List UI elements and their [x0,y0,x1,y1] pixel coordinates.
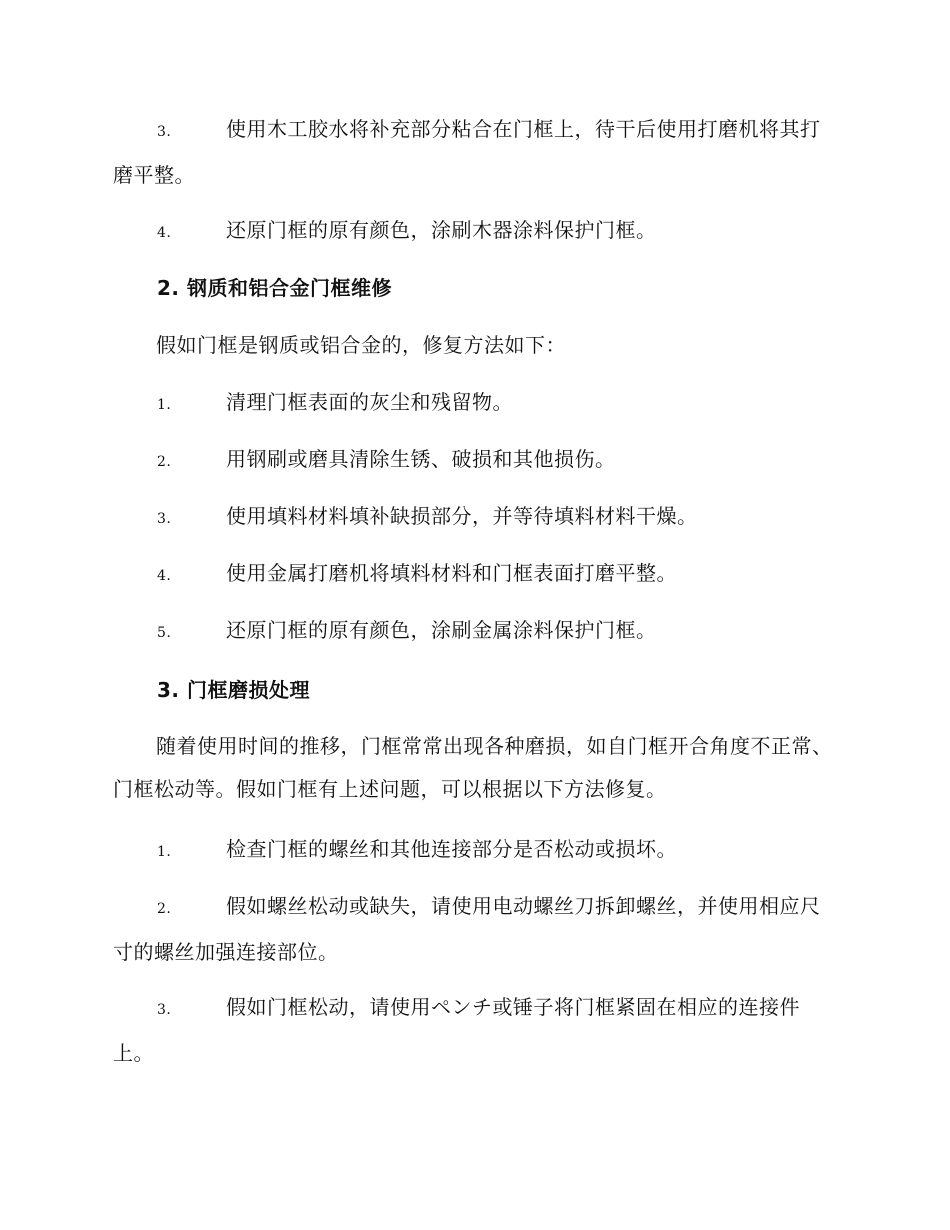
list-item [113,495,833,541]
list-item [113,438,833,484]
list-item [113,108,833,197]
list-text: 使用木工胶水将补充部分粘合在门框上，待干后使用打磨机将其打磨平整。 [113,117,821,187]
list-number: 3. [157,124,172,140]
paragraph: 假如门框是钢质或铝合金的，修复方法如下： [156,333,566,357]
list-number: 2. [157,901,172,917]
section-heading: 3. 门框磨损处理 [157,678,310,702]
list-item [113,209,833,255]
list-text: 假如门框松动，请使用ペンチ或锤子将门框紧固在相应的连接件上。 [113,995,800,1065]
list-number: 4. [157,568,172,584]
list-text: 使用金属打磨机将填料材料和门框表面打磨平整。 [226,561,677,585]
list-item [113,828,833,874]
list-text: 使用填料材料填补缺损部分，并等待填料材料干燥。 [226,504,698,528]
list-text: 用钢刷或磨具清除生锈、破损和其他损伤。 [226,447,616,471]
list-number: 2. [157,454,172,470]
paragraph: 随着使用时间的推移，门框常常出现各种磨损，如自门框开合角度不正常、门框松动等。假如门框有上述问题，可以根据以下方法修复。 [113,734,833,801]
list-number: 3. [157,511,172,527]
list-item [113,609,833,655]
list-text: 检查门框的螺丝和其他连接部分是否松动或损坏。 [226,837,677,861]
list-item [113,885,833,974]
list-number: 3. [157,1002,172,1018]
list-item [113,986,833,1075]
list-text: 清理门框表面的灰尘和残留物。 [226,390,513,414]
list-number: 4. [157,225,172,241]
list-text: 假如螺丝松动或缺失，请使用电动螺丝刀拆卸螺丝，并使用相应尺寸的螺丝加强连接部位。 [113,894,821,964]
list-text: 还原门框的原有颜色，涂刷金属涂料保护门框。 [226,618,657,642]
list-number: 1. [157,397,172,413]
list-item [113,552,833,598]
section-heading: 2. 钢质和铝合金门框维修 [157,276,392,300]
list-text: 还原门框的原有颜色，涂刷木器涂料保护门框。 [226,218,657,242]
list-number: 1. [157,844,172,860]
list-item [113,381,833,427]
list-number: 5. [157,625,172,641]
